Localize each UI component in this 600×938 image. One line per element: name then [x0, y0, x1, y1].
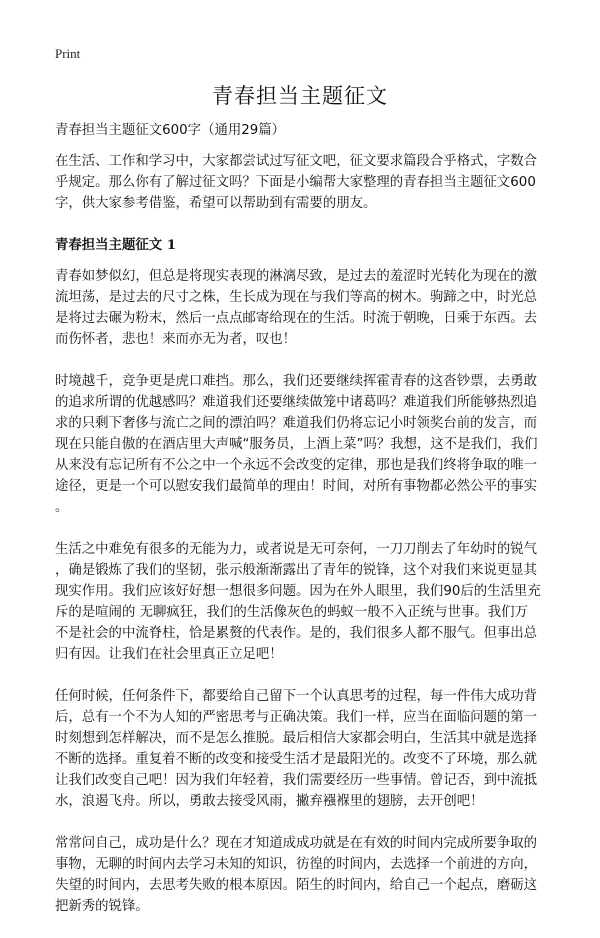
text-line: 不断的选择。重复着不断的改变和接受生活才是最阳光的。改变不了环境，那么就: [55, 752, 538, 767]
article-body: [55, 120, 555, 938]
text-line: 斥的是喧闹的 无聊疯狂，我们的生活像灰色的蚂蚁一般不入正统与世事。我们万: [55, 605, 528, 620]
text-line: 时境越千，竞争更是虎口难挡。那么，我们还要继续挥霍青春的这沓钞票，去勇敢: [55, 374, 538, 389]
text-line: 途径，更是一个可以慰安我们最简单的理由！时间，对所有事物都必然公平的事实: [55, 479, 538, 494]
print-link[interactable]: Print: [55, 46, 81, 61]
text-line: 归有因。让我们在社会里真正立足吧！: [55, 647, 283, 662]
intro-paragraph: [55, 151, 555, 214]
text-line: 把新秀的锐锋。: [55, 899, 149, 914]
article-paragraph: [55, 833, 555, 917]
article-paragraph: [55, 686, 555, 812]
text-line: 求的只剩下奢侈与流亡之间的漂泊吗？难道我们仍将忘记小时领奖台前的发言，而: [55, 416, 538, 431]
text-line: 让我们改变自己吧！因为我们年轻着，我们需要经历一些事情。曾记否，到中流抵: [55, 773, 538, 788]
text-line: 常常问自己，成功是什么？现在才知道成成功就是在有效的时间内完成所要争取的: [55, 836, 538, 851]
text-line: 在生活、工作和学习中，大家都尝试过写征文吧，征文要求篇段合乎格式，字数合: [55, 154, 538, 169]
text-line: 生活之中难免有很多的无能为力，或者说是无可奈何，一刀刀削去了年幼时的锐气: [55, 542, 538, 557]
text-line: 的追求所谓的优越感吗？难道我们还要继续做笼中诸葛吗？难道我们所能够热烈追: [55, 395, 538, 410]
section-heading: 青春担当主题征文 1: [55, 237, 177, 253]
text-line: 失望的时间内，去思考失败的根本原因。陌生的时间内，给自己一个起点，磨砺这: [55, 878, 538, 893]
text-line: 乎规定。那么你有了解过征文吗？下面是小编帮大家整理的青春担当主题征文600: [55, 175, 536, 190]
article-subtitle: 青春担当主题征文600字（通用29篇）: [55, 123, 286, 138]
text-line: 而伤怀者，悲也！来而亦无为者，叹也！: [55, 332, 297, 347]
text-line: 后，总有一个不为人知的严密思考与正确决策。我们一样，应当在面临问题的第一: [55, 710, 538, 725]
text-line: 流坦荡，是过去的尺寸之株，生长成为现在与我们等高的树木。驹蹄之中，时光总: [55, 290, 538, 305]
text-line: 任何时候，任何条件下，都要给自己留下一个认真思考的过程，每一件伟大成功背: [55, 689, 538, 704]
text-line: 现实作用。我们应该好好想一想很多问题。因为在外人眼里，我们90后的生活里充: [55, 584, 541, 599]
article-paragraph: [55, 371, 555, 518]
text-line: ，确是锻炼了我们的坚韧，张示般渐渐露出了青年的锐锋，这个对我们来说更显其: [55, 563, 538, 578]
text-line: 现在只能自傲的在酒店里大声喊“服务员，上酒上菜”吗？我想，这不是我们，我们: [55, 437, 538, 452]
text-line: 青春如梦似幻，但总是将现实表现的淋漓尽致，是过去的羞涩时光转化为现在的激: [55, 269, 538, 284]
text-line: 字，供大家参考借鉴，希望可以帮助到有需要的朋友。: [55, 196, 377, 211]
text-line: 不是社会的中流脊柱，恰是累赘的代表作。是的，我们很多人都不服气。但事出总: [55, 626, 538, 641]
text-line: 事物，无聊的时间内去学习未知的知识，彷徨的时间内，去选择一个前进的方向，: [55, 857, 538, 872]
text-line: 从来没有忘记所有不公之中一个永远不会改变的定律，那也是我们终将争取的唯一: [55, 458, 538, 473]
page-title: 青春担当主题征文: [212, 84, 388, 108]
text-line: 水，浪遏飞舟。所以，勇敢去接受风雨，撇弃襁褓里的翅膀，去开创吧！: [55, 794, 484, 809]
article-paragraph: [55, 539, 555, 665]
text-line: 。: [55, 500, 69, 515]
text-line: 是将过去碾为粉末，然后一点点邮寄给现在的生活。时流于朝晚，日乘于东西。去: [55, 311, 538, 326]
article-paragraph: [55, 266, 555, 350]
text-line: 时刻想到怎样解决，而不是怎么推脱。最后相信大家都会明白，生活其中就是选择: [55, 731, 538, 746]
